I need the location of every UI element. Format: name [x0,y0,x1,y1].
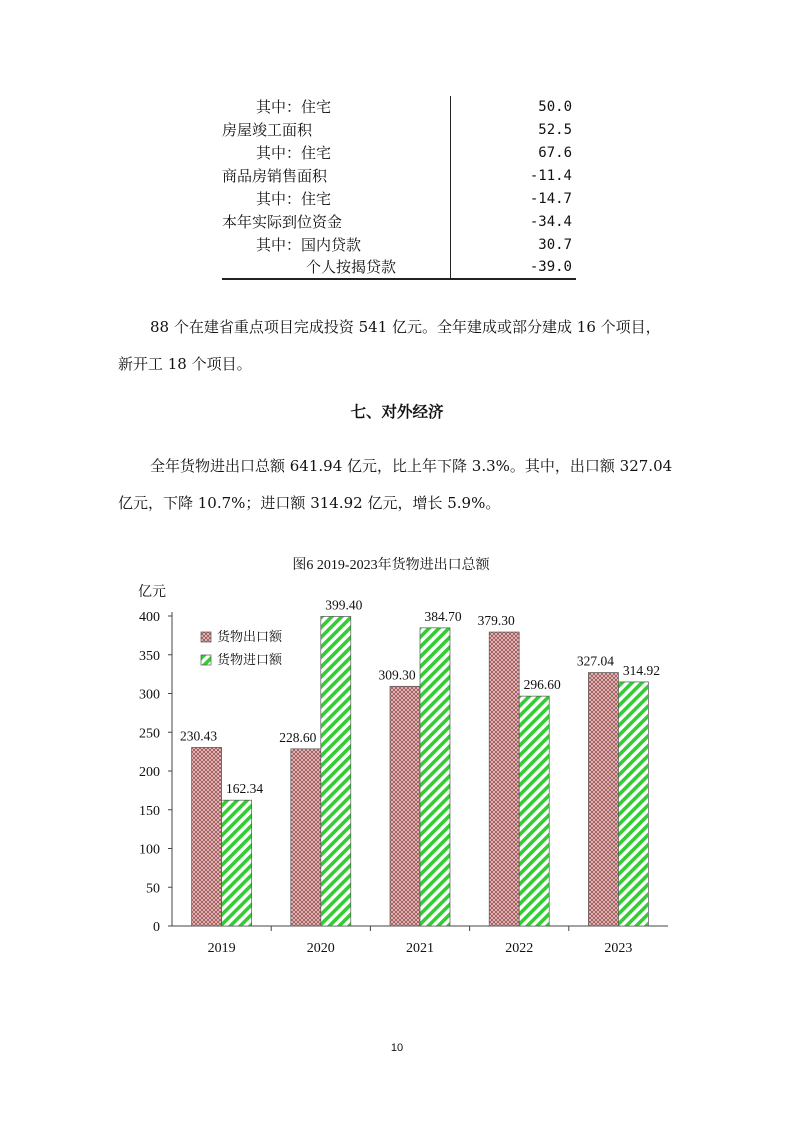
y-tick-label: 350 [139,648,160,664]
bar-export [489,632,519,926]
y-tick-label: 300 [139,687,160,703]
table-row [222,119,576,141]
paragraph-line: 全年货物进出口总额 641.94 亿元，比上年下降 3.3%。其中，出口额 327.04 [150,457,673,475]
data-label: 230.43 [180,728,218,744]
table-row [222,165,576,187]
legend-swatch-export [201,632,211,642]
x-tick-label: 2022 [505,941,534,956]
row-label: 本年实际到位资金 [222,213,343,231]
table-row [222,142,576,164]
section-heading: 七、对外经济 [350,403,444,421]
row-label: 个人按揭贷款 [306,258,397,276]
paragraph-line: 88 个在建省重点项目完成投资 541 亿元。全年建成或部分建成 16 个项目， [150,318,661,336]
bar-import [321,616,351,926]
data-label: 309.30 [378,667,416,683]
row-label: 其中：住宅 [256,98,332,116]
page-number: 10 [390,1042,404,1054]
bar-import [420,628,450,926]
data-label: 327.04 [576,653,614,669]
row-value: -11.4 [529,168,572,184]
row-label: 房屋竣工面积 [222,121,313,139]
table-row [222,96,576,118]
bar-export [192,747,222,926]
data-label: 314.92 [622,662,660,678]
row-value: 50.0 [538,99,572,115]
table-row [222,234,576,256]
table-row [222,188,576,210]
x-tick-label: 2019 [207,941,236,956]
bar-export [291,749,321,926]
row-value: 30.7 [538,237,572,253]
y-tick-label: 150 [139,803,160,819]
x-tick-label: 2020 [306,941,335,956]
y-tick-label: 100 [139,842,160,858]
legend-swatch-import [201,655,211,665]
table-row [222,211,576,233]
x-tick-label: 2021 [406,941,434,956]
data-label: 379.30 [477,613,515,629]
data-label: 384.70 [424,608,462,624]
row-value: 52.5 [538,122,572,138]
data-label: 228.60 [279,729,317,745]
row-label: 商品房销售面积 [222,167,328,185]
row-label: 其中：国内贷款 [256,236,362,254]
bar-import [618,682,648,926]
row-label: 其中：住宅 [256,144,332,162]
trade-bar-chart [0,540,794,970]
legend-label-export: 货物出口额 [217,629,283,644]
row-label: 其中：住宅 [256,190,332,208]
bar-import [519,696,549,926]
y-tick-label: 250 [139,726,160,742]
data-label: 399.40 [325,597,363,613]
data-label: 162.34 [226,781,264,797]
paragraph-line: 亿元，下降 10.7%；进口额 314.92 亿元，增长 5.9%。 [118,494,501,512]
bar-import [222,800,252,926]
row-value: -14.7 [529,191,572,207]
chart-legend [201,629,283,667]
bar-export [588,673,618,926]
bar-export [390,686,420,926]
y-tick-label: 50 [146,881,160,897]
legend-label-import: 货物进口额 [217,652,283,667]
y-tick-label: 400 [139,610,160,625]
chart-title: 图6 2019-2023年货物进出口总额 [292,558,490,573]
paragraph-line: 新开工 18 个项目。 [118,355,252,373]
y-tick-label: 0 [153,920,160,935]
row-value: -39.0 [529,259,572,275]
y-axis-label: 亿元 [138,585,166,600]
x-tick-label: 2023 [604,941,633,956]
row-value: 67.6 [538,145,572,161]
data-label: 296.60 [523,677,561,693]
table-bottom-rule [222,278,576,280]
row-value: -34.4 [529,214,572,230]
table-row [222,256,576,278]
y-tick-label: 200 [139,765,160,780]
